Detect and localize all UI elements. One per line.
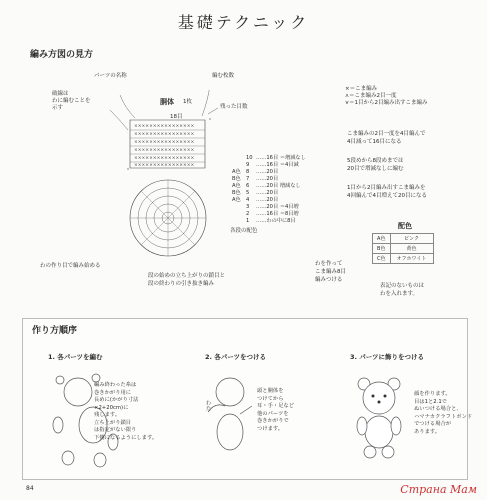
color-row — [373, 254, 434, 264]
color-table — [372, 233, 434, 264]
row-9: 9 ……16目 ＝4目減 — [246, 162, 299, 168]
step-2-line: 頭と胴体を — [257, 388, 284, 394]
color-value: 黄色 — [390, 244, 433, 254]
label-loop-3: 編みつける — [315, 277, 343, 283]
step-3-line: でつける場合が — [414, 421, 452, 427]
step-3-line: ハマナカクラフトボンド — [414, 413, 473, 420]
step-3-label: 3. パーツに飾りをつける — [350, 353, 424, 361]
row-6: A色 6 ……20目 増減なし — [232, 183, 301, 189]
step-1-line: 編み終わった糸は — [94, 382, 137, 388]
step-3-line: 目は1と2.1で — [414, 398, 447, 405]
label-loop-1: わを作って — [315, 261, 343, 267]
label-remaining: 残った目数 — [220, 104, 248, 110]
step-3-line: 顔を作ります。 — [414, 391, 451, 397]
row-table — [232, 155, 306, 225]
note-1: こま編みの2目一度を4目編んで — [347, 131, 426, 137]
row-7: B色 7 ……20目 — [232, 176, 279, 182]
label-18: 18目 — [170, 114, 183, 120]
step-2-line: 耳・手・足など — [257, 403, 295, 409]
stuffing-tag: わた — [204, 400, 211, 411]
step-2-line: 巻きかがりで — [257, 418, 289, 424]
step-1-line: ×2+20cm)に — [94, 404, 129, 411]
legend-inc: ⋎＝1目から2目編み出すこま編み — [345, 100, 428, 106]
color-key: A色 — [373, 234, 391, 244]
step-2-line: つけます。 — [257, 425, 284, 432]
svg-text:××××××××××××××××: ×××××××××××××××× — [134, 148, 195, 153]
label-body: 胴体 — [160, 98, 174, 106]
step-1-line: 立ち上がり鎖目 — [94, 419, 132, 426]
label-dotted-2: わに編むことを — [52, 98, 91, 104]
label-row-color: 各段の配色 — [230, 228, 258, 234]
color-key: C色 — [373, 254, 391, 264]
note-6: 4回編んで4目増えて20目になる — [347, 193, 427, 199]
label-loop-2: こま編み8目 — [315, 269, 346, 275]
svg-text:××××××××××××××××: ×××××××××××××××× — [134, 156, 195, 161]
section-heading-chart-guide: 編み方図の見方 — [30, 50, 94, 60]
note-3: 5段めから8段めまでは — [347, 158, 404, 164]
color-key: B色 — [373, 244, 391, 254]
step-2-line: つけてから — [257, 395, 284, 402]
row-4: A色 4 ……20目 — [232, 197, 279, 203]
color-note-2: わを入れます。 — [380, 291, 419, 297]
step-2-line: 他のパーツを — [257, 410, 289, 417]
color-row — [373, 234, 434, 244]
legend-sc: ×＝こま編み — [345, 86, 378, 92]
color-row — [373, 244, 434, 254]
step-1-text — [94, 382, 157, 442]
label-rise-1: 段の始めの立ち上がりの鎖目と — [148, 273, 226, 279]
note-5: 1目から2目編み出すこま編みを — [347, 185, 426, 191]
legend-dec: ⋏＝こま編み2目一度 — [345, 93, 397, 99]
step-2-text — [257, 388, 294, 433]
step-3-line: ぬいつける場合と、 — [414, 406, 462, 412]
section-heading-order: 作り方順序 — [32, 326, 78, 336]
row-5: B色 5 ……20目 — [232, 190, 279, 196]
label-rise-2: 段の終わりの引き抜き編み — [148, 281, 215, 287]
row-3: 3 ……20目 ＝4目増 — [246, 204, 299, 210]
note-2: 4目減って16目になる — [347, 139, 402, 145]
step-3-line: あります。 — [414, 428, 441, 435]
step-1-label: 1. 各パーツを編む — [48, 353, 103, 361]
step-1-line: は指定がない限り — [94, 427, 137, 433]
label-dotted-1: 破線は — [52, 91, 69, 97]
row-2: 2 ……16目 ＝8目増 — [246, 211, 299, 217]
label-dotted-3: 示す — [52, 105, 64, 111]
step-1-line: 残します。 — [94, 412, 121, 418]
row-10: 10 ……16目 ＝増減なし — [246, 155, 306, 161]
bear-illustration — [350, 374, 410, 464]
svg-text:××××××××××××××××: ×××××××××××××××× — [134, 163, 195, 168]
label-one-piece: 1枚 — [183, 99, 192, 105]
svg-text:××××××××××××××××: ×××××××××××××××× — [134, 124, 195, 129]
step-1-line: 巻きかがり用に — [94, 389, 132, 396]
label-start-loop: わの作り目で編み始める — [40, 263, 101, 269]
note-4: 20目で増減なしに編む — [347, 166, 404, 172]
page-number: 84 — [26, 485, 34, 492]
label-stitch-count: 編む枚数 — [212, 73, 235, 79]
step-1-line: 長めに(かがり寸法 — [94, 397, 139, 403]
color-value: オフホワイト — [390, 254, 433, 264]
color-note-1: 表記のないものは — [380, 283, 425, 289]
label-part-name: パーツの名称 — [94, 73, 127, 79]
assembly-illustration — [200, 372, 260, 462]
color-table-heading: 配色 — [398, 222, 412, 230]
step-1-line: 下側になるようにします。 — [94, 434, 158, 441]
watermark: Страна Мам — [400, 483, 477, 496]
page-title: 基礎テクニック — [177, 13, 310, 32]
color-value: ピンク — [390, 234, 433, 244]
stitch-legend — [345, 86, 428, 107]
row-1: 1 ……わの中に8目 — [246, 218, 296, 224]
step-2-label: 2. 各パーツをつける — [205, 353, 266, 361]
svg-text:××××××××××××××××: ×××××××××××××××× — [134, 140, 195, 145]
row-8: A色 8 ……20目 — [232, 169, 279, 175]
svg-text:××××××××××××××××: ×××××××××××××××× — [134, 132, 195, 137]
step-3-text — [414, 391, 472, 436]
